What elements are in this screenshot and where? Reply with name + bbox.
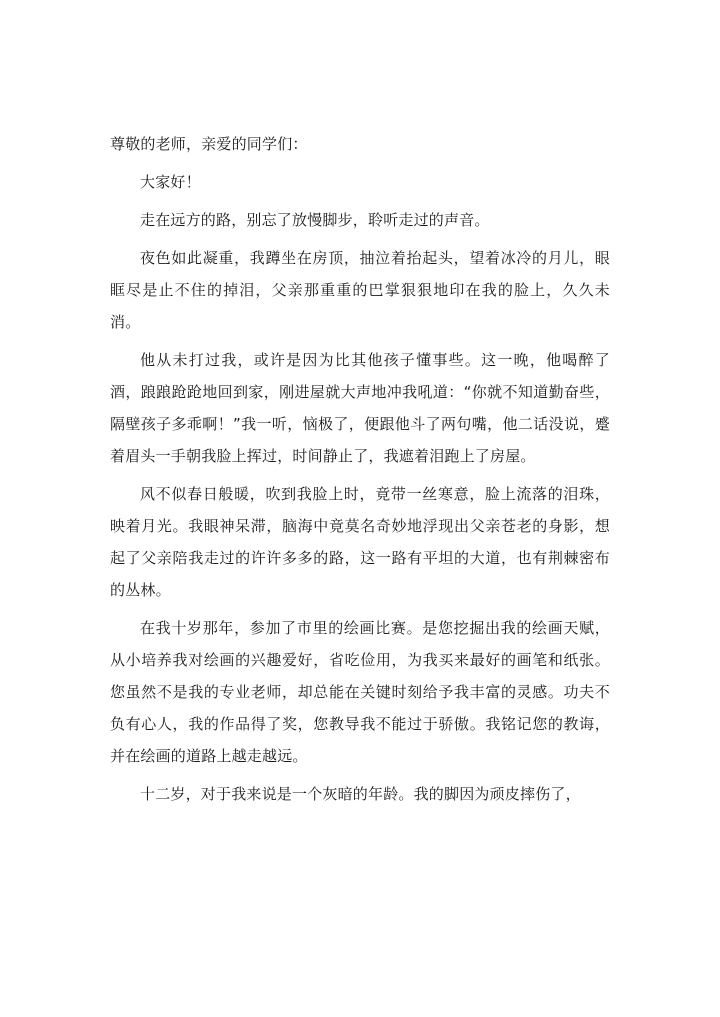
body-paragraph: 他从未打过我，或许是因为比其他孩子懂事些。这一晚，他喝醉了酒，踉踉跄跄地回到家，刚进屋就大声地冲我吼道：“你就不知道勤奋些，隔壁孩子多乖啊！”我一听，恼极了，便跟他斗了两句嘴，他二话没说，蹙着眉头一手朝我脸上挥过，时间静止了，我遮着泪跑上了房屋。 (110, 351, 610, 465)
salutation: 尊敬的老师，亲爱的同学们： (110, 135, 308, 153)
body-paragraph: 在我十岁那年，参加了市里的绘画比赛。是您挖掘出我的绘画天赋，从小培养我对绘画的兴趣爱好，省吃俭用，为我买来最好的画笔和纸张。您虽然不是我的专业老师，却总能在关键时刻给予我丰富的灵感。功夫不负有心人，我的作品得了奖，您教导我不能过于骄傲。我铭记您的教诲，并在绘画的道路上越走越远。 (110, 619, 610, 765)
document-body (110, 128, 610, 810)
greeting: 大家好！ (140, 173, 201, 191)
body-paragraph: 风不似春日般暖，吹到我脸上时，竟带一丝寒意，脸上流落的泪珠，映着月光。我眼神呆滞，脑海中竟莫名奇妙地浮现出父亲苍老的身影，想起了父亲陪我走过的许许多多的路，这一路有平坦的大道，也有荆棘密布的丛林。 (110, 485, 610, 599)
body-paragraph: 走在远方的路，别忘了放慢脚步，聆听走过的声音。 (140, 211, 490, 229)
body-paragraph: 夜色如此凝重，我蹲坐在房顶，抽泣着抬起头，望着冰冷的月儿，眼眶尽是止不住的掉泪，父亲那重重的巴掌狠狠地印在我的脸上，久久未消。 (110, 249, 610, 331)
body-paragraph: 十二岁，对于我来说是一个灰暗的年龄。我的脚因为顽皮摔伤了， (140, 785, 581, 803)
